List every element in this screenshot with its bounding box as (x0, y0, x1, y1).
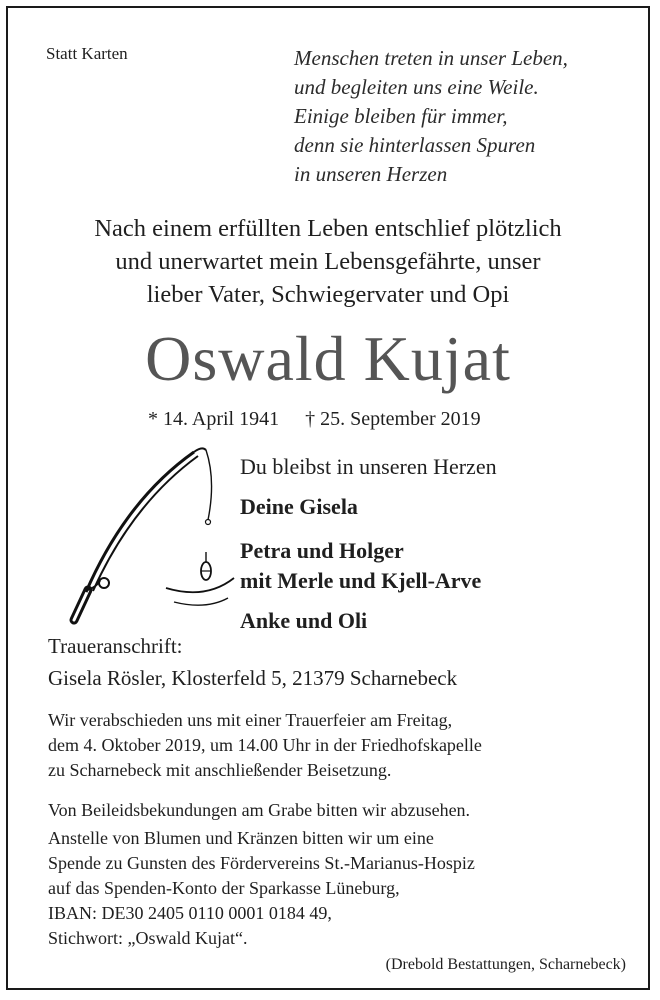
mourner-petra-holger: Petra und Holger (240, 538, 404, 563)
ceremony-line: zu Scharnebeck mit anschließender Beisetzung. (48, 760, 392, 780)
condolence-note: Von Beileidsbekundungen am Grabe bitten wir abzusehen. (48, 800, 471, 820)
deceased-name: Oswald Kujat (145, 323, 511, 394)
poem-line: Menschen treten in unser Leben, (294, 46, 568, 70)
farewell-line: Du bleibst in unseren Herzen (240, 454, 497, 479)
donation-line: Anstelle von Blumen und Kränzen bitten wir um eine (48, 828, 434, 848)
poem (294, 44, 568, 189)
ceremony-text (48, 708, 482, 783)
fishing-rod-icon (56, 440, 236, 630)
poem-line: und begleiten uns eine Weile. (294, 75, 539, 99)
birth-date: * 14. April 1941 (148, 408, 280, 430)
ceremony-line: dem 4. Oktober 2019, um 14.00 Uhr in der Friedhofskapelle (48, 735, 482, 755)
statt-karten-label: Statt Karten (46, 44, 128, 63)
poem-line: in unseren Herzen (294, 162, 448, 186)
life-dates (148, 408, 481, 431)
ceremony-line: Wir verabschieden uns mit einer Trauerfeier am Freitag, (48, 710, 453, 730)
donation-line: auf das Spenden-Konto der Sparkasse Lüneburg, (48, 878, 400, 898)
donation-line: IBAN: DE30 2405 0110 0001 0184 49, (48, 903, 332, 923)
donation-line: Stichwort: „Oswald Kujat“. (48, 928, 248, 948)
address-value: Gisela Rösler, Klosterfeld 5, 21379 Scharnebeck (48, 666, 458, 690)
death-date: † 25. September 2019 (305, 408, 481, 430)
donation-text (48, 826, 475, 951)
intro-line: Nach einem erfüllten Leben entschlief plötzlich (94, 215, 562, 242)
intro-line: und unerwartet mein Lebensgefährte, unser (115, 248, 541, 275)
poem-line: Einige bleiben für immer, (294, 104, 508, 128)
intro-line: lieber Vater, Schwiegervater und Opi (146, 281, 510, 308)
mourner-anke-oli: Anke und Oli (240, 608, 368, 633)
address-label: Traueranschrift: (48, 634, 183, 658)
mourner-merle-kjell: mit Merle und Kjell-Arve (240, 568, 482, 593)
donation-line: Spende zu Gunsten des Fördervereins St.-Marianus-Hospiz (48, 853, 475, 873)
mourner-gisela: Deine Gisela (240, 494, 358, 519)
intro-text (8, 212, 648, 311)
undertaker-credit: (Drebold Bestattungen, Scharnebeck) (385, 956, 626, 973)
poem-line: denn sie hinterlassen Spuren (294, 133, 536, 157)
obituary-card (6, 6, 650, 990)
